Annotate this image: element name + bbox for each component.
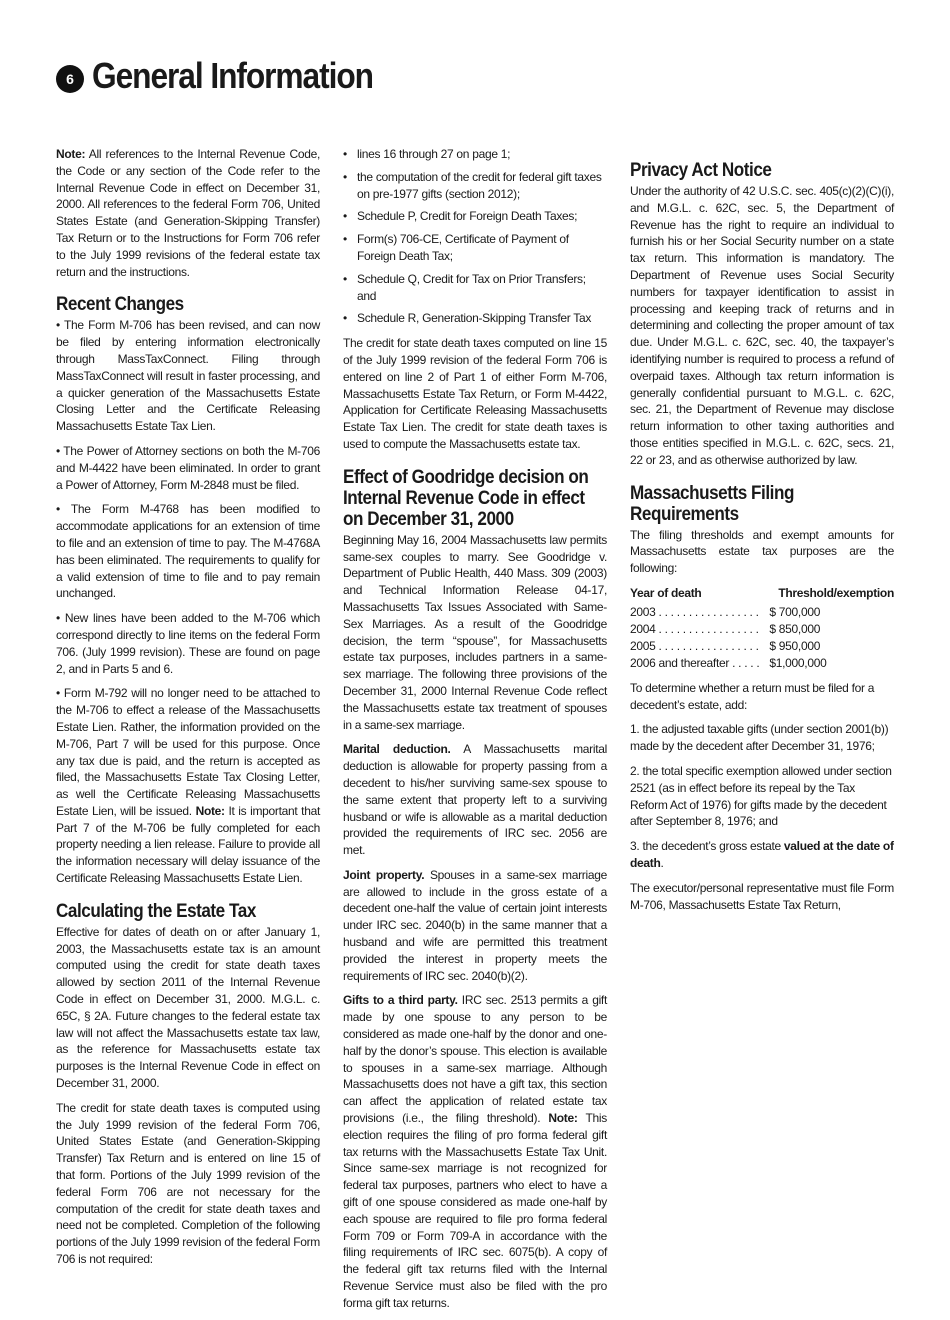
item3-bold: valued at the date of death <box>630 839 894 870</box>
determine-item: 2. the total specific exemption allowed under section 2521 (as in effect before its repeal by the Tax Reform Act of 1976) for gifts made by the decedent after September 8, 1976; and <box>630 763 892 829</box>
privacy-heading: Privacy Act Notice <box>630 160 772 181</box>
filing-intro: The filing thresholds and exempt amounts for Massachusetts estate tax purposes are the following: <box>630 527 894 576</box>
marital-paragraph <box>343 741 607 859</box>
gifts-label: Gifts to a third party. <box>343 993 458 1008</box>
goodridge-heading: Effect of Goodridge decision on Internal Revenue Code in effect on December 31, 2000 <box>343 466 589 530</box>
joint-paragraph <box>343 867 607 985</box>
year-cell: 2004 . . . . . . . . . . . . . . . . . <box>630 621 759 636</box>
col-threshold-header: Threshold/exemption <box>778 585 894 600</box>
note-label: Note: <box>56 147 86 161</box>
amount-cell: $ 950,000 <box>769 638 821 653</box>
recent-change-text: • Form M-792 will no longer need to be attached to the M-706 to effect a release of the Massachusetts Estate Lien. Rather, the information provided on the M-706, Part 7 will be used for this purpose. Once any tax due is paid, and the return is accepted as filed, the Massachusetts Estate Tax Closing Letter, as well the Certificate Releasing Massachusetts Estate Lien, will be issued. <box>56 686 320 818</box>
amount-cell: $ 700,000 <box>769 604 821 619</box>
item3-end: . <box>660 855 664 870</box>
list-item: • Schedule Q, Credit for Tax on Prior Transfers; and <box>343 271 607 305</box>
column-2-content <box>343 146 607 1320</box>
year-cell: 2006 and thereafter . . . . . <box>630 655 760 670</box>
amount-cell: $1,000,000 <box>769 655 827 670</box>
goodridge-paragraph: Beginning May 16, 2004 Massachusetts law permits same-sex couples to marry. See Goodridge v. Department of Public Health, 440 Mass. 309 (2003) and Technical Information Release 04-17, Massachusetts Tax Issues Associated with Same-Sex Marriages. As a result of the Goodridge decision, the term “spouse”, for Massachusetts estate tax purposes, includes partners in a same-sex marriage. The following three provisions of the December 31, 2000 Internal Revenue Code reflect the Massachusetts estate tax treatment of spouses in a same-sex marriage. <box>343 532 607 732</box>
item3-text: 3. the decedent’s gross estate <box>630 839 784 854</box>
list-item: • lines 16 through 27 on page 1; <box>343 146 607 163</box>
final-text: The executor/personal representative must file Form M-706, Massachusetts Estate Tax Return, <box>630 880 894 912</box>
recent-change-note-text: It is important that Part 7 of the M-706 be fully completed for each property needing a lien release. Failure to provide all the information necessary will delay issuance of the Certificate Releasing Massachusetts Estate Lien. <box>56 803 320 886</box>
not-required-list <box>343 146 607 327</box>
gifts-text: IRC sec. 2513 permits a gift made by one spouse to any person to be considered as made one-half by the donor and one-half by the donor’s spouse. This election is available to spouses in a same-sex marriage. Although Massachusetts does not have a gift tax, this section can affect the application of related estate tax provisions (i.e., the filing threshold). <box>343 993 607 1126</box>
marital-text: A Massachusetts marital deduction is allowable for property passing from a decedent to his/her surviving same-sex spouse to the same extent that property left to a surviving husband or wife is allowable as a marital deduction provided the requirements of IRC sec. 2056 are met. <box>343 742 607 858</box>
calculating-paragraph: The credit for state death taxes is computed using the July 1999 revision of the federal Form 706, United States Estate (and Generation-Skipping Transfer) Tax Return and is entered on line 15 of that form. Portions of the July 1999 revision of the federal Form 706 are not necessary for the computation of the credit for state death taxes and need not be completed. Completion of the following portions of the July 1999 revision of the federal Form 706 is not required: <box>56 1100 320 1267</box>
year-cell: 2003 . . . . . . . . . . . . . . . . . <box>630 604 759 619</box>
joint-label: Joint property. <box>343 867 425 882</box>
threshold-table <box>630 585 894 672</box>
privacy-text: Under the authority of 42 U.S.C. sec. 405(c)(2)(C)(i), and M.G.L. c. 62C, sec. 5, the Department of Revenue has the right to require an individual to furnish his or her Social Security number on a state tax return. This information is mandatory. The Department of Revenue uses Social Security numbers for taxpayer identification to assist in processing and keeping track of returns and in determining and collecting the proper amount of tax due. Under M.G.L. c. 62C, sec. 40, the taxpayer’s identifying number is required to process a refund of overpaid taxes. Although tax return information is generally confidential pursuant to M.G.L. c. 62C, sec. 21, the Department of Revenue may disclose return information to other taxing authorities and those entities specified in M.G.L. c. 62C, secs. 21, 22 or 23, and as otherwise authorized by law. <box>630 184 894 467</box>
column-1 <box>56 146 320 1276</box>
joint-text: Spouses in a same-sex marriage are allowed to include in the gross estate of a decedent one-half the value of certain joint interests under IRC sec. 2040(b) in the same manner that a husband and wife are permitted this treatment provided the interest in property meets the requirements of IRC sec. 2040(b)(2). <box>343 867 607 983</box>
recent-change-item: • The Form M-4768 has been modified to accommodate applications for an extension of time to file and an extension of time to pay. The M-4768A has been eliminated. The requirements to qualify for a valid extension of time to file and to pay remain unchanged. <box>56 502 320 601</box>
col-year-header: Year of death <box>630 585 702 600</box>
calculating-paragraph: Effective for dates of death on or after January 1, 2003, the Massachusetts estate tax is an amount computed using the credit for state death taxes allowed by section 2011 of the Internal Revenue Code in effect on December 31, 2000. M.G.L. c. 65C, § 2A. Future changes to the federal estate tax law will not affect the Massachusetts estate tax law, as the reference for Massachusetts estate tax purposes is the Internal Revenue Code in effect on December 31, 2000. <box>56 924 320 1091</box>
column-3 <box>630 146 894 921</box>
year-cell: 2005 . . . . . . . . . . . . . . . . . <box>630 638 759 653</box>
note-paragraph <box>56 146 320 280</box>
list-item: • Schedule P, Credit for Foreign Death Taxes; <box>343 208 607 225</box>
gifts-note-text: This election requires the filing of pro forma federal gift tax returns with the Massachusetts Estate Tax Unit. Since same-sex marriage is not recognized for federal tax purposes, partners who elect to have a gift of one spouse considered as made one-half by each spouse are required to file pro forma federal Form 709 or Form 709-A in accordance with the filing requirements of IRC sec. 6075(b). A copy of the federal gift tax returns filed with the Internal Revenue Service must also be filed with the pro forma gift tax returns. <box>343 1111 607 1310</box>
filing-heading: Massachusetts Filing Requirements <box>630 482 794 525</box>
note-text: All references to the Internal Revenue Code, the Code or any section of the Code refer to the Internal Revenue Code in effect on December 31, 2000. All references to the federal Form 706, United States Estate (and Generation-Skipping Transfer) Tax Return or to the Instructions for Form 706 refer to the July 1999 revisions of the federal estate tax return and the instructions. <box>56 147 320 279</box>
list-item: • the computation of the credit for federal gift taxes on pre-1977 gifts (section 2012); <box>343 169 607 203</box>
recent-change-note-label: Note: <box>195 803 225 818</box>
recent-change-item: • The Power of Attorney sections on both the M-706 and M-4422 have been eliminated. In order to grant a Power of Attorney, Form M-2848 must be filed. <box>56 443 320 492</box>
calculating-paragraph: The credit for state death taxes computed on line 15 of the July 1999 revision of the federal Form 706 is entered on line 2 of Part 1 of either Form M-706, Massachusetts Estate Tax Return, or Form M-4422, Application for Certificate Releasing Massachusetts Estate Tax Lien. The credit for state death taxes is used to compute the Massachusetts estate tax. <box>343 336 607 451</box>
table-row <box>630 638 894 655</box>
amount-cell: $ 850,000 <box>769 621 821 636</box>
determine-item <box>630 838 894 872</box>
list-item: • Schedule R, Generation-Skipping Transfer Tax <box>343 310 607 327</box>
recent-changes-heading: Recent Changes <box>56 294 184 316</box>
recent-change-item: • The Form M-706 has been revised, and can now be filed by entering information electronically through MassTaxConnect. Filing through MassTaxConnect will result in faster processing, and a quicker generation of the Massachusetts Estate Closing Letter and the Certificate Releasing Massachusetts Estate Tax Lien. <box>56 318 320 434</box>
recent-change-item: • New lines have been added to the M-706 which correspond directly to line items on the federal Form 706. (July 1999 revision). These are found on page 2, and in Parts 5 and 6. <box>56 611 320 676</box>
determine-text: To determine whether a return must be filed for a decedent’s estate, add: <box>630 680 875 712</box>
calculating-heading: Calculating the Estate Tax <box>56 900 256 922</box>
table-row <box>630 655 894 672</box>
page-number-badge: 6 <box>56 65 84 93</box>
gifts-note-label: Note: <box>548 1111 578 1126</box>
table-row <box>630 621 894 638</box>
list-item: • Form(s) 706-CE, Certificate of Payment of Foreign Death Tax; <box>343 231 607 265</box>
table-row <box>630 604 894 621</box>
gifts-paragraph <box>343 992 607 1311</box>
page-title: General Information <box>92 55 373 96</box>
determine-item: 1. the adjusted taxable gifts (under section 2001(b)) made by the decedent after December 31, 1976; <box>630 722 889 754</box>
marital-label: Marital deduction. <box>343 742 451 757</box>
recent-change-item <box>56 685 320 887</box>
